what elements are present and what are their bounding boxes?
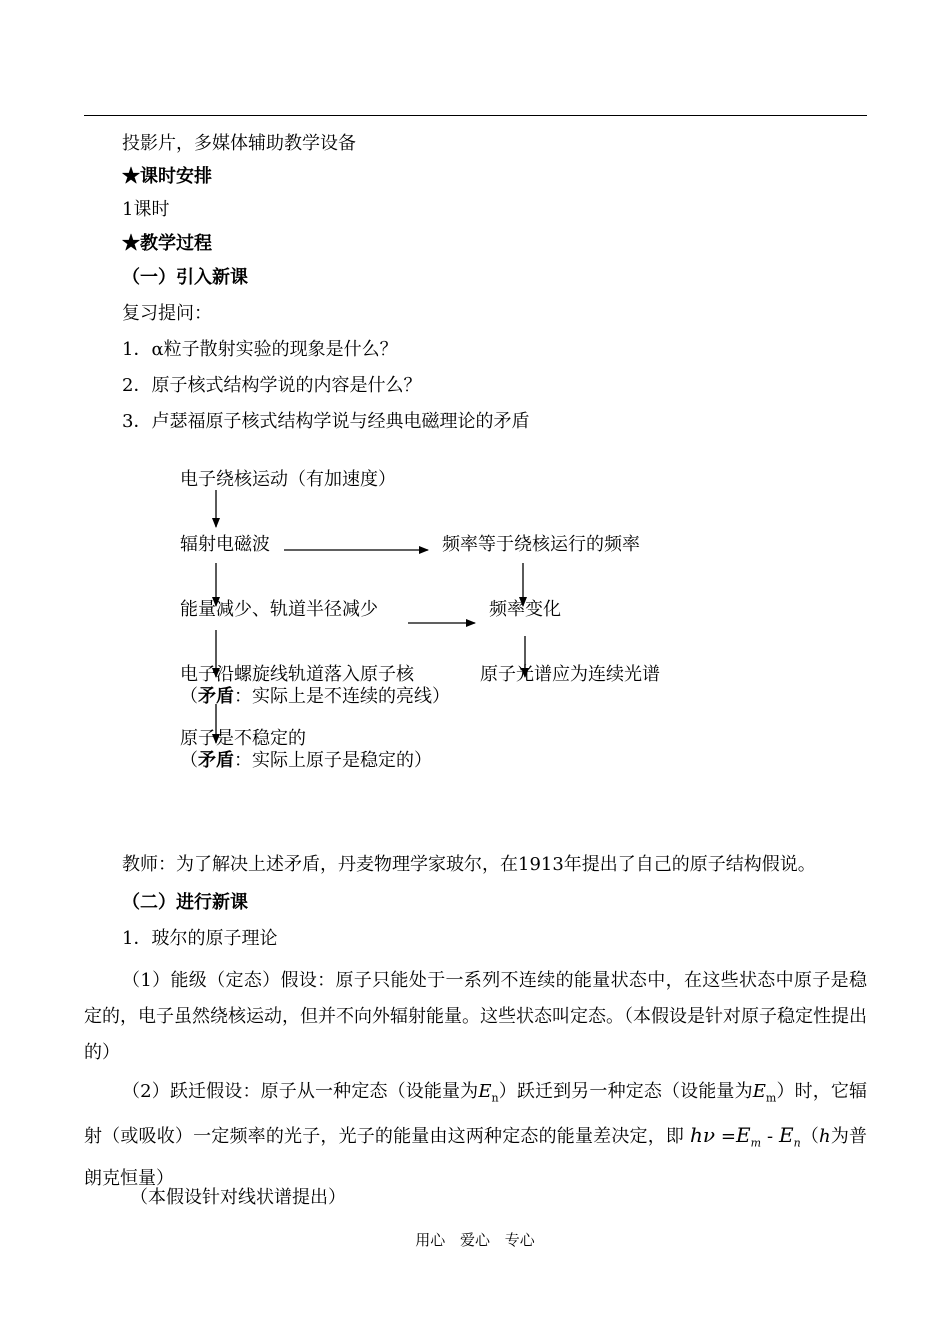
question-2: 2．原子核式结构学说的内容是什么？ [122,375,422,396]
schedule-heading: ★课时安排 [122,166,212,187]
schedule-text: 1课时 [122,199,170,220]
flow-node-energy-decrease: 能量减少、轨道半径减少 [180,599,378,620]
subsection-title: 1．玻尔的原子理论 [122,928,278,949]
flow-node-frequency-equal: 频率等于绕核运行的频率 [442,534,640,555]
process-heading: ★教学过程 [122,233,212,254]
flow-node-unstable: 原子是不稳定的 [180,728,306,749]
section2-heading: （二）进行新课 [122,892,248,913]
flow-node-frequency-change: 频率变化 [489,599,561,620]
review-label: 复习提问： [122,303,212,324]
flow-node-electron-motion: 电子绕核运动（有加速度） [180,469,396,490]
teacher-text: 教师：为了解决上述矛盾，丹麦物理学家玻尔，在1913年提出了自己的原子结构假说。 [122,854,816,875]
paragraph-note: （本假设针对线状谱提出） [130,1187,346,1208]
flow-node-electron-falls: 电子沿螺旋线轨道落入原子核 [180,664,414,685]
paragraph-transition: （2）跃迁假设：原子从一种定态（设能量为$E_n$）跃迁到另一种定态（设能量为$E_m$）时，它辐射（或吸收）一定频率的光子，光子的能量由这两种定态的能量差决定，即 $h\nu =E_m - E_n(h$为普朗克恒量） [84,1081,868,1190]
energy-formula: $h\nu =E_m - E_n$ [689,1122,801,1150]
question-1: 1．α粒子散射实验的现象是什么？ [122,339,398,360]
flow-node-radiate: 辐射电磁波 [180,534,270,555]
section1-heading: （一）引入新课 [122,267,248,288]
flow-node-contradiction-1: （矛盾：实际上是不连续的亮线） [180,686,450,707]
question-3: 3．卢瑟福原子核式结构学说与经典电磁理论的矛盾 [122,411,530,432]
equipment-text: 投影片，多媒体辅助教学设备 [122,133,356,154]
flow-node-contradiction-2: （矛盾：实际上原子是稳定的） [180,750,432,771]
page-footer: 用心 爱心 专心 [415,1231,535,1249]
flow-node-continuous-spectrum: 原子光谱应为连续光谱 [480,664,660,685]
paragraph-stationary-state: （1）能级（定态）假设：原子只能处于一系列不连续的能量状态中，在这些状态中原子是稳定的，电子虽然绕核运动，但并不向外辐射能量。这些状态叫定态。（本假设是针对原子稳定性提出的） [84,970,867,1063]
